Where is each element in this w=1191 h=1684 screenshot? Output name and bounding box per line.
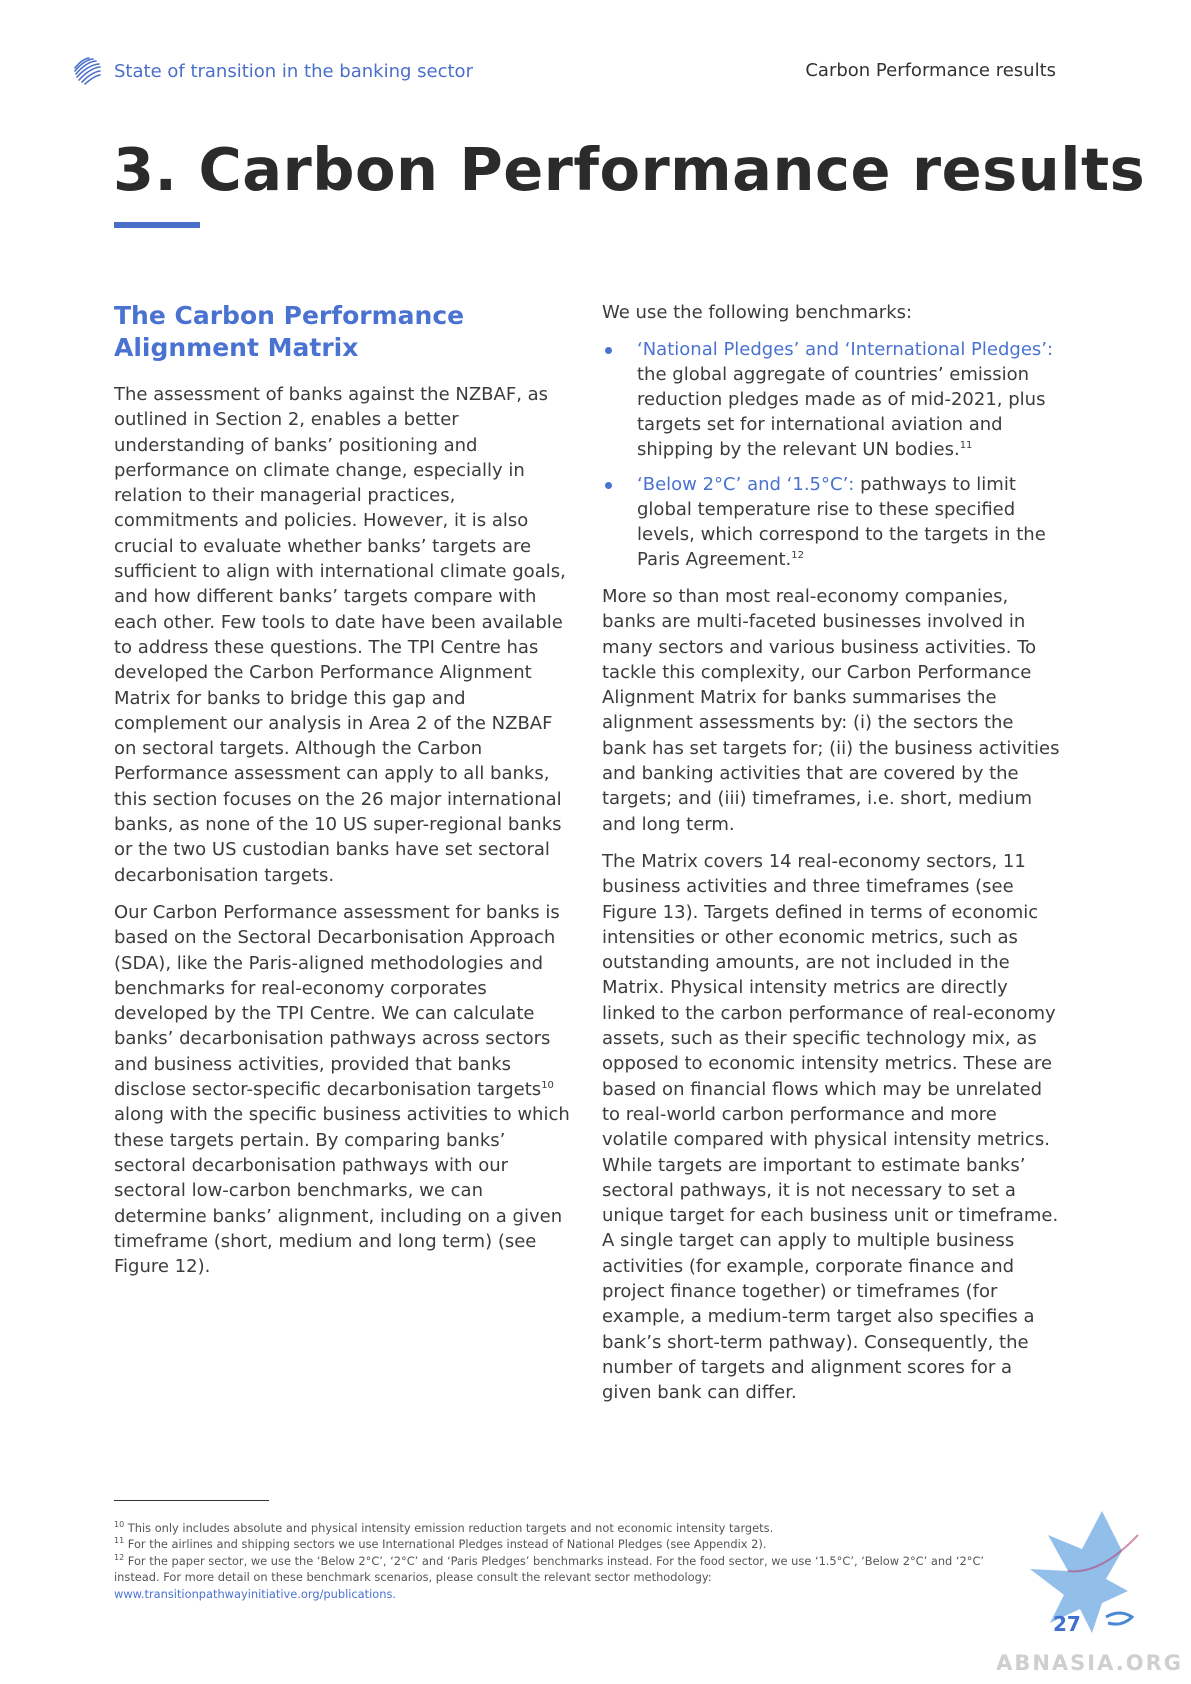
chapter-label: Carbon Performance results <box>805 60 1056 81</box>
benchmarks-intro: We use the following benchmarks: <box>602 302 913 323</box>
body-paragraph: More so than most real-economy companies, banks are multi-faceted businesses involved in many sectors and various business activities. To tackle this complexity, our Carbon Performance Alignment Matrix for banks summarises the alignment assessments by: (i) the sectors the bank has set targets for; (ii) the business activities and banking activities that are covered by the targets; and (iii) timeframes, i.e. short, medium and long term. <box>602 586 1060 835</box>
tpi-logo-icon <box>72 56 102 86</box>
bullet-icon <box>605 482 612 489</box>
running-header-left <box>72 56 473 86</box>
footnote: $^{12}$ For the paper sector, we use the ‘Below 2°C’, ‘2°C’ and ‘Paris Pledges’ benchmarks instead. For the food sector, we use ‘1.5°C’, ‘Below 2°C’ and ‘2°C’ instead. For more detail on these benchmark scenarios, please consult the relevant sector methodology: <box>114 1553 985 1585</box>
body-paragraph: The Matrix covers 14 real-economy sectors, 11 business activities and three timeframes (see Figure 13). Targets defined in terms of economic intensities or other economic metrics, such as outstanding amounts, are not included in the Matrix. Physical intensity metrics are directly linked to the carbon performance of real-economy assets, such as their specific technology mix, as opposed to economic intensity metrics. These are based on financial flows which may be unrelated to real-world carbon performance and more volatile compared with physical intensity metrics. While targets are important to estimate banks’ sectoral pathways, it is not necessary to set a unique target for each business unit or timeframe. A single target can apply to multiple business activities (for example, corporate finance and project finance together) or timeframes (for example, a medium-term target also specifies a bank’s short-term pathway). Consequently, the number of targets and alignment scores for a given bank can differ. <box>602 850 1059 1404</box>
footnote: $^{11}$ For the airlines and shipping sectors we use International Pledges instead of National Pledges (see Appendix 2). <box>114 1536 767 1552</box>
footnote-ref: 12 <box>791 550 804 561</box>
left-column <box>114 300 574 1291</box>
page-title: 3. Carbon Performance results <box>113 135 1146 204</box>
page-number: 27 <box>1053 1612 1081 1636</box>
section-breadcrumb: State of transition in the banking sector <box>114 60 473 82</box>
bullet-lead: ‘Below 2°C’ and ‘1.5°C’: <box>637 474 855 495</box>
list-item: ‘Below 2°C’ and ‘1.5°C’: pathways to limit global temperature rise to these specified levels, which correspond to the targets in the Paris Agreement.$^{12}$ <box>602 472 1062 572</box>
bird-logo-icon <box>1010 1505 1160 1655</box>
publications-link[interactable]: www.transitionpathwayinitiative.org/publications. <box>114 1586 397 1601</box>
benchmark-list <box>602 337 1062 572</box>
bullet-icon <box>605 347 612 354</box>
footnotes <box>114 1520 1014 1602</box>
right-column <box>602 300 1062 1418</box>
watermark: ABNASIA.ORG <box>996 1651 1183 1675</box>
body-paragraph: Our Carbon Performance assessment for banks is based on the Sectoral Decarbonisation Approach (SDA), like the Paris-aligned methodologies and benchmarks for real-economy corporates developed by the TPI Centre. We can calculate banks’ decarbonisation pathways across sectors and business activities, provided that banks disclose sector-specific decarbonisation targets$^{10}$ along with the specific business activities to which these targets pertain. By comparing banks’ sectoral decarbonisation pathways with our sectoral low-carbon benchmarks, we can determine banks’ alignment, including on a given timeframe (short, medium and long term) (see Figure 12). <box>114 901 570 1278</box>
footnote: $^{10}$ This only includes absolute and physical intensity emission reduction targets and not economic intensity targets. <box>114 1520 774 1535</box>
bullet-lead: ‘National Pledges’ and ‘International Pledges’: <box>637 339 1054 360</box>
title-underline <box>114 222 200 228</box>
list-item: ‘National Pledges’ and ‘International Pledges’: the global aggregate of countries’ emission reduction pledges made as of mid-2021, plus targets set for international aviation and shipping by the relevant UN bodies.$^{11}$ <box>602 337 1062 462</box>
footnote-ref: 10 <box>541 1080 554 1092</box>
footnote-divider <box>114 1500 269 1501</box>
body-paragraph: The assessment of banks against the NZBAF, as outlined in Section 2, enables a better understanding of banks’ positioning and performance on climate change, especially in relation to their managerial practices, commitments and policies. However, it is also crucial to evaluate whether banks’ targets are sufficient to align with international climate goals, and how different banks’ targets compare with each other. Few tools to date have been available to address these questions. The TPI Centre has developed the Carbon Performance Alignment Matrix for banks to bridge this gap and complement our analysis in Area 2 of the NZBAF on sectoral targets. Although the Carbon Performance assessment can apply to all banks, this section focuses on the 26 major international banks, as none of the 10 US super-regional banks or the two US custodian banks have set sectoral decarbonisation targets. <box>114 384 566 886</box>
section-heading: The Carbon Performance Alignment Matrix <box>114 301 465 362</box>
footnote-ref: 11 <box>959 440 973 451</box>
